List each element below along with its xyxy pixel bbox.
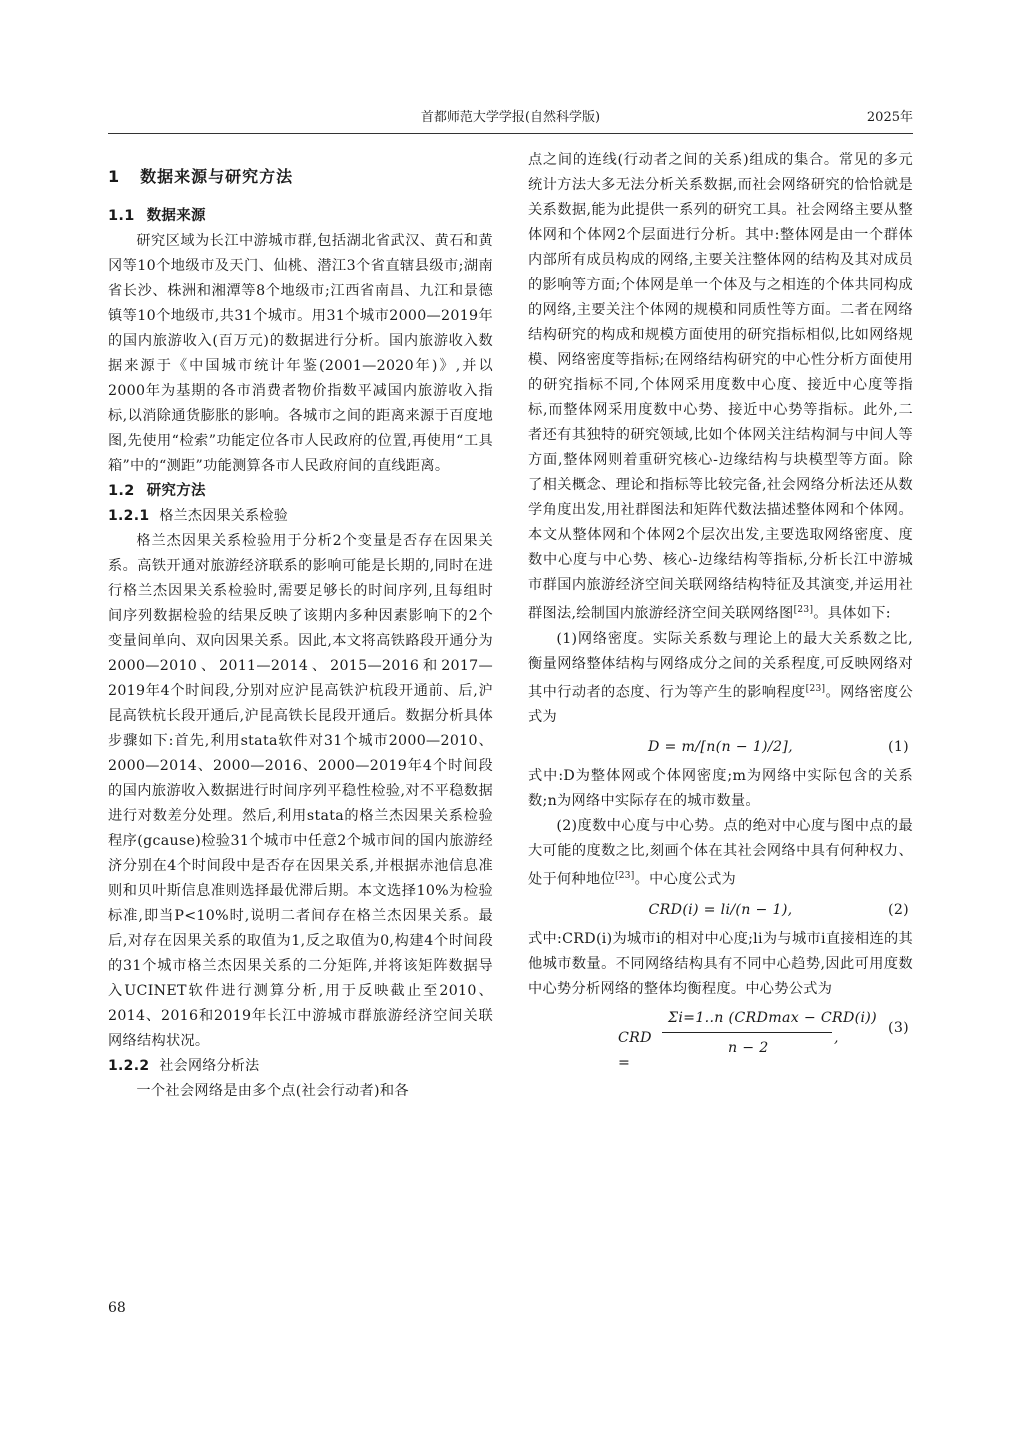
section-1-heading — [108, 162, 493, 192]
sna-paragraph-text: 点之间的连线(行动者之间的关系)组成的集合。常见的多元统计方法大多无法分析关系数据,而社会网络研究的恰恰就是关系数据,能为此提供一系列的研究工具。社会网络主要从整体网和个体网2个层面进行分析。其中:整体网是由一个群体内部所有成员构成的网络,主要关注整体网的结构及其对成员的影响等方面;个体网是单一个体及与之相连的个体共同构成的网络,主要关注个体网的规模和同质性等方面。二者在网络结构研究的构成和规模方面使用的研究指标相似,比如网络规模、网络密度等指标;在网络结构研究的中心性分析方面使用的研究指标不同,个体网采用度数中心度、接近中心度等指标,而整体网采用度数中心势、接近中心势等指标。此外,二者还有其独特的研究领域,比如个体网关注结构洞与中间人等方面,整体网则着重研究核心-边缘结构与块模型等方面。除了相关概念、理论和指标等比较完备,社会网络分析法还从数学角度出发,用社群图法和矩阵代数法描述整体网和个体网。本文从整体网和个体网2个层次出发,主要选取网络密度、度数中心度与中心势、核心-边缘结构等指标,分析长江中游城市群国内旅游经济空间关联网络结构特征及其演变,并运用社群图法,绘制国内旅游经济空间关联网络图 — [528, 152, 913, 622]
right-column — [528, 148, 913, 1072]
header-rule — [108, 133, 913, 134]
section-1-2-title: 研究方法 — [146, 483, 206, 499]
citation: [23] — [614, 871, 635, 882]
citation: [23] — [805, 683, 826, 694]
degree-centrality-paragraph — [528, 814, 913, 893]
equation-2 — [528, 893, 913, 927]
equation-1 — [528, 730, 913, 764]
sna-paragraph-continued — [528, 148, 913, 627]
equation-3-denominator: n − 2 — [728, 1040, 769, 1057]
section-1-2-1-title: 格兰杰因果关系检验 — [159, 508, 289, 524]
sna-paragraph-end: 。具体如下: — [813, 605, 891, 622]
header-year: 2025年 — [866, 110, 913, 125]
equation-2-body: CRD(i) = li/(n − 1), — [648, 902, 793, 919]
equation-1-number: (1) — [888, 739, 909, 756]
fraction-bar — [662, 1032, 832, 1033]
network-density-paragraph — [528, 627, 913, 731]
journal-name: 首都师范大学学报(自然科学版) — [420, 110, 601, 125]
equation-3 — [528, 1002, 913, 1072]
granger-paragraph: 格兰杰因果关系检验用于分析2个变量是否存在因果关系。高铁开通对旅游经济联系的影响可能是长期的,同时在进行格兰杰因果关系检验时,需要足够长的时间序列,且每组时间序列数据检验的结果反映了该期内多种因素影响下的2个变量间单向、双向因果关系。因此,本文将高铁路段开通分为2000—2010、2011—2014、2015—2016和2017—2019年4个时间段,分别对应沪昆高铁沪杭段开通前、后,沪昆高铁杭长段开通后,沪昆高铁长昆段开通后。数据分析具体步骤如下:首先,利用stata软件对31个城市2000—2010、2000—2014、2000—2016、2000—2019年4个时间段的国内旅游收入数据进行时间序列平稳性检验,对不平稳数据进行对数差分处理。然后,利用stata的格兰杰因果关系检验程序(gcause)检验31个城市中任意2个城市间的国内旅游经济分别在4个时间段中是否存在因果关系,并根据赤池信息准则和贝叶斯信息准则选择最优滞后期。本文选择10%为检验标准,即当P<10%时,说明二者间存在格兰杰因果关系。最后,对存在因果关系的取值为1,反之取值为0,构建4个时间段的31个城市格兰杰因果关系的二分矩阵,并将该矩阵数据导入UCINET软件进行测算分析,用于反映截止至2010、2014、2016和2019年长江中游城市群旅游经济空间关联网络结构状况。 — [108, 533, 493, 1049]
section-1-2-1-heading — [108, 504, 493, 529]
sna-paragraph-start: 一个社会网络是由多个点(社会行动者)和各 — [136, 1083, 409, 1099]
degree-centrality-end: 。中心度公式为 — [634, 872, 737, 889]
equation-2-number: (2) — [888, 902, 909, 919]
citation: [23] — [793, 605, 814, 615]
section-1-title: 数据来源与研究方法 — [140, 167, 294, 186]
equation-3-numerator: Σi=1..n (CRDmax − CRD(i)) — [668, 1010, 877, 1027]
section-1-1-heading — [108, 204, 493, 229]
section-1-2-2-title: 社会网络分析法 — [159, 1058, 260, 1074]
equation-1-body: D = m/[n(n − 1)/2], — [648, 739, 793, 756]
section-1-number: 1 — [108, 167, 121, 186]
equation-3-lhs: CRD = — [618, 1030, 652, 1072]
running-header — [108, 108, 913, 132]
section-1-2-1-number: 1.2.1 — [108, 508, 150, 524]
page-number: 68 — [108, 1300, 126, 1316]
section-1-2-heading — [108, 479, 493, 504]
equation-3-comma: , — [834, 1030, 839, 1047]
section-1-2-number: 1.2 — [108, 483, 135, 499]
data-source-paragraph: 研究区域为长江中游城市群,包括湖北省武汉、黄石和黄冈等10个地级市及天门、仙桃、潜江3个省直辖县级市;湖南省长沙、株洲和湘潭等8个地级市;江西省南昌、九江和景德镇等10个地级市,共31个城市。用31个城市2000—2019年的国内旅游收入(百万元)的数据进行分析。国内旅游收入数据来源于《中国城市统计年鉴(2001—2020年)》,并以2000年为基期的各市消费者物价指数平减国内旅游收入指标,以消除通货膨胀的影响。各城市之间的距离来源于百度地图,先使用“检索”功能定位各市人民政府的位置,再使用“工具箱”中的“测距”功能测算各市人民政府间的直线距离。 — [108, 233, 493, 474]
equation-1-where: 式中:D为整体网或个体网密度;m为网络中实际包含的关系数;n为网络中实际存在的城市数量。 — [528, 768, 913, 810]
section-1-1-number: 1.1 — [108, 208, 135, 224]
equation-2-where: 式中:CRD(i)为城市i的相对中心度;li为与城市i直接相连的其他城市数量。不同网络结构具有不同中心趋势,因此可用度数中心势分析网络的整体均衡程度。中心势公式为 — [528, 931, 913, 998]
left-column — [108, 148, 493, 1104]
section-1-1-title: 数据来源 — [146, 208, 206, 224]
degree-centrality-text: (2)度数中心度与中心势。点的绝对中心度与图中点的最大可能的度数之比,刻画个体在其社会网络中具有何种权力、处于何种地位 — [528, 818, 913, 889]
network-density-text: (1)网络密度。实际关系数与理论上的最大关系数之比,衡量网络整体结构与网络成分之间的关系程度,可反映网络对其中行动者的态度、行为等产生的影响程度 — [528, 630, 913, 701]
equation-3-number: (3) — [888, 1020, 909, 1037]
network-density-end: 。网络密度公式为 — [528, 684, 913, 726]
section-1-2-2-heading — [108, 1054, 493, 1079]
section-1-2-2-number: 1.2.2 — [108, 1058, 150, 1074]
